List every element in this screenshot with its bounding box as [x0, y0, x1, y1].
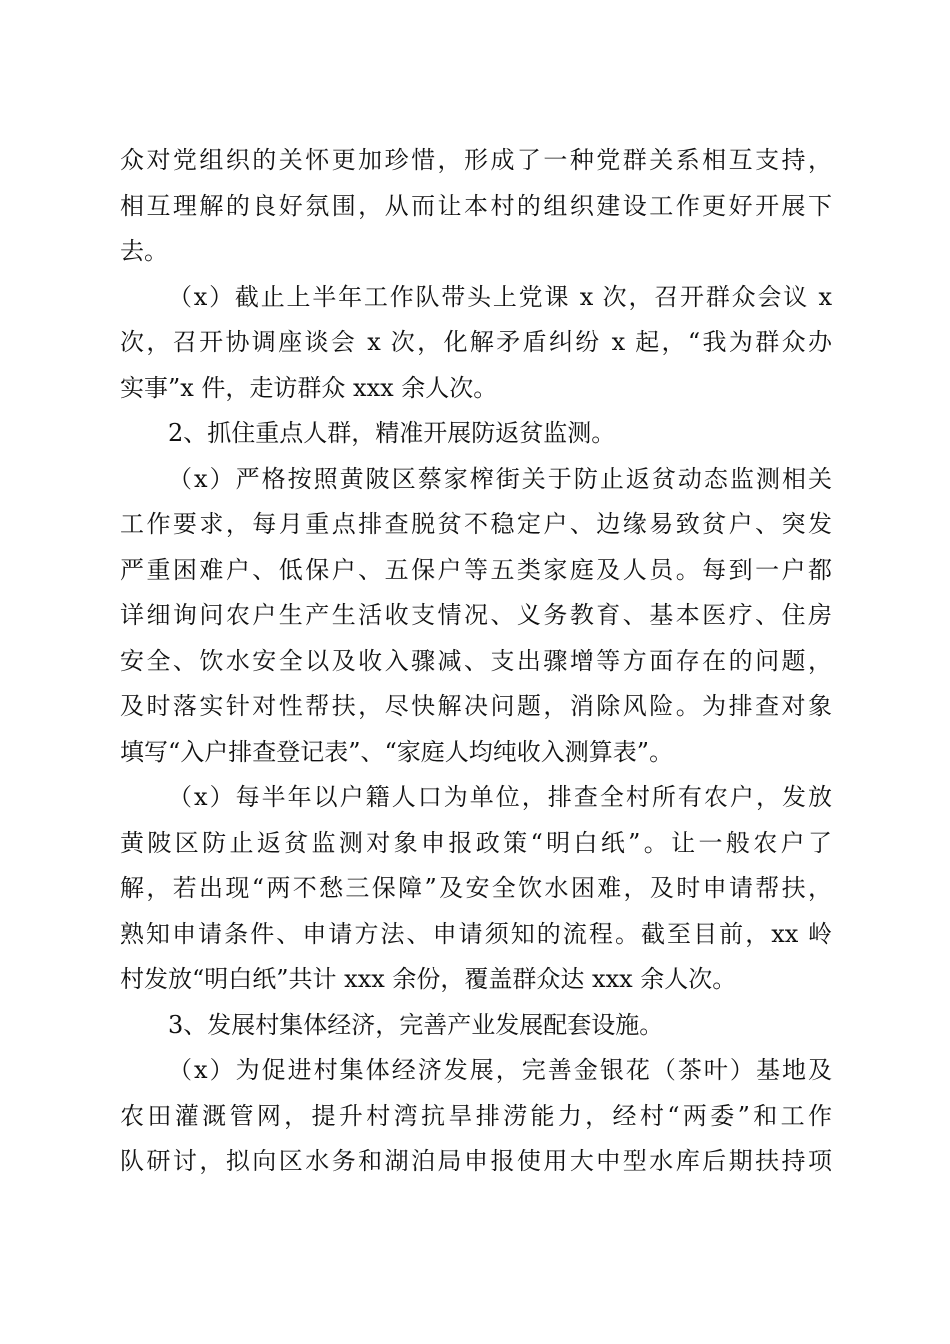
document-page: [120, 138, 832, 1185]
text-line: （x）每半年以户籍人口为单位，排查全村所有农户，发放: [168, 783, 832, 811]
text-line: 及时落实针对性帮扶，尽快解决问题，消除风险。为排查对象: [120, 692, 832, 720]
text-line: 填写“入户排查登记表”、“家庭人均纯收入测算表”。: [120, 737, 674, 766]
text-line: 详细询问农户生产生活收支情况、义务教育、基本医疗、住房: [120, 601, 832, 629]
paragraph-collective-economy: [120, 1048, 832, 1185]
text-line: 黄陂区防止返贫监测对象申报政策“明白纸”。让一般农户了: [120, 828, 832, 857]
text-line: 熟知申请条件、申请方法、申请须知的流程。截至目前，xx 岭: [120, 919, 832, 948]
heading-line: 3、发展村集体经济，完善产业发展配套设施。: [168, 1010, 664, 1039]
section-heading-2: [120, 411, 832, 457]
text-line: 队研讨，拟向区水务和湖泊局申报使用大中型水库后期扶持项: [120, 1147, 832, 1175]
paragraph-work-stats: [120, 275, 832, 412]
text-line: （x）为促进村集体经济发展，完善金银花（茶叶）基地及: [168, 1056, 832, 1084]
text-line: 实事”x 件，走访群众 xxx 余人次。: [120, 373, 498, 402]
section-heading-3: [120, 1003, 832, 1049]
text-line: 去。: [120, 237, 168, 265]
text-line: 村发放“明白纸”共计 xxx 余份，覆盖群众达 xxx 余人次。: [120, 965, 737, 993]
text-line: 安全、饮水安全以及收入骤减、支出骤增等方面存在的问题，: [120, 646, 832, 675]
text-line: 相互理解的良好氛围，从而让本村的组织建设工作更好开展下: [120, 191, 832, 220]
heading-line: 2、抓住重点人群，精准开展防返贫监测。: [168, 419, 616, 447]
text-line: 农田灌溉管网，提升村湾抗旱排涝能力，经村“两委”和工作: [120, 1101, 832, 1130]
text-line: （x）截止上半年工作队带头上党课 x 次，召开群众会议 x: [168, 282, 832, 311]
text-line: 次，召开协调座谈会 x 次，化解矛盾纠纷 x 起，“我为群众办: [120, 328, 832, 356]
text-line: 众对党组织的关怀更加珍惜，形成了一种党群关系相互支持，: [120, 146, 832, 174]
paragraph-continuation: [120, 138, 832, 275]
text-line: 工作要求，每月重点排查脱贫不稳定户、边缘易致贫户、突发: [120, 510, 832, 538]
text-line: 解，若出现“两不愁三保障”及安全饮水困难，及时申请帮扶，: [120, 874, 832, 902]
text-line: （x）严格按照黄陂区蔡家榨街关于防止返贫动态监测相关: [168, 464, 832, 493]
paragraph-poverty-monitoring: [120, 457, 832, 776]
text-line: 严重困难户、低保户、五保户等五类家庭及人员。每到一户都: [120, 555, 832, 584]
paragraph-household-census: [120, 775, 832, 1003]
